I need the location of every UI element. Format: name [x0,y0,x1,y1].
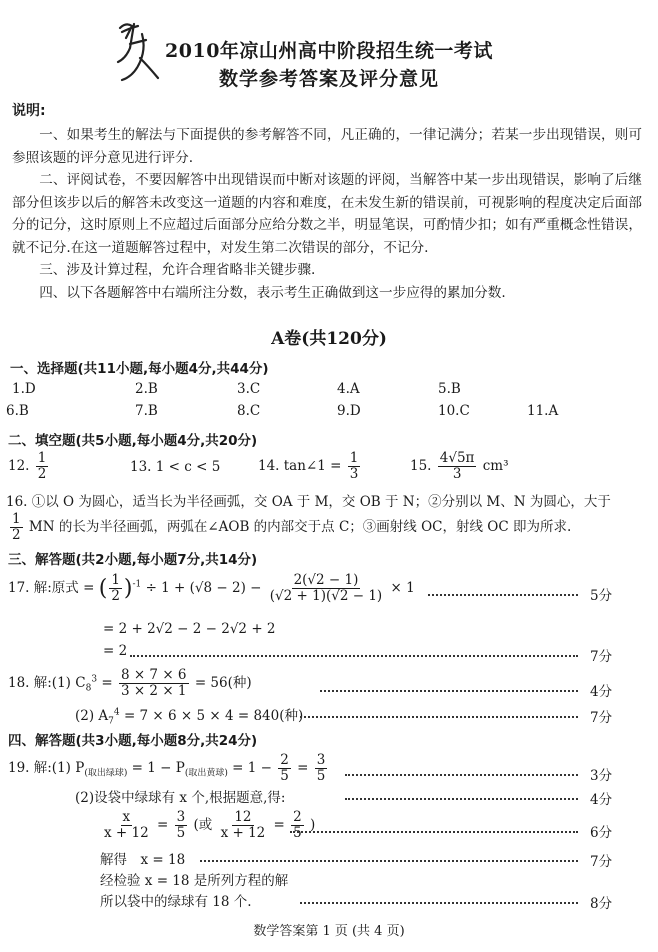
q19-f1-num: 2 [280,752,289,768]
q17-frac-den: (√2 + 1)(√2 − 1) [269,588,383,604]
q19-fraction-2 [315,753,328,784]
q19-eqc-den: x + 12 [220,825,266,841]
q12-answer [8,451,50,482]
q19-eqd-num: 2 [293,809,302,825]
q17-frac-num: 2(√2 − 1) [293,572,359,588]
q19-eqd-den: 5 [293,825,302,841]
q19-score-3: 6分 [590,825,613,841]
dotted-leader [345,774,578,776]
q12-fraction [36,451,49,482]
note-item-3: 三、涉及计算过程，允许合理省略非关键步骤. [39,262,316,278]
q17-right-paren: ) [123,576,133,601]
q16-line1: 16. ①以 O 为圆心，适当长为半径画弧，交 OA 于 M，交 OB 于 N；②分别以 M、N 为圆心，大于 [6,494,611,510]
choice-answer: 4.A [337,381,360,397]
solve1-section-header: 三、解答题(共2小题,每小题7分,共14分) [8,552,258,568]
q19-p1: P [75,760,85,776]
notes-list [12,124,642,304]
page-footer: 数学答案第 1 页 (共 4 页) [253,924,405,939]
dotted-leader [300,716,578,718]
q18-line1 [8,668,252,699]
q17-line3: = 2 [103,643,128,659]
dotted-leader [428,594,578,596]
q19-eq-a [102,810,151,841]
q19-mid: = 1 − P [131,760,185,776]
q14-text: 14. tan∠1 = [258,458,342,474]
q17-half-den: 2 [111,588,120,604]
q17-score-1: 5分 [590,588,613,604]
q17-label: 17. 解:原式 = [8,580,95,596]
choice-answer: 8.C [237,403,261,419]
q19-close: ) [310,817,316,833]
q12-number: 12. [8,458,30,474]
dotted-leader [290,831,578,833]
q19-p1-sub: (取出绿球) [84,768,128,779]
q18-fraction [119,668,189,699]
q19-line2: (2)设袋中绿球有 x 个,根据题意,得: [75,790,286,806]
q19-eqa-num: x [122,809,131,825]
q15-denominator: 3 [452,466,462,482]
note-item-2: 二、评阅试卷，不要因解答中出现错误而中断对该题的评阅，当解答中某一步出现错误，影响了后继部分但该步以后的解答未改变这一道题的内容和难度，在未发生新的错误前，可视影响的程度决定后面部分的记分，这时原则上不应超过后面部分应给分数之半，明显笔误，可酌情少扣；如有严重概念性错误，就不记分.在这一道题解答过程中，对发生第二次错误的部分，不记分. [12,172,642,256]
q12-denominator: 2 [37,466,47,482]
answer-title: 数学参考答案及评分意见 [218,68,439,90]
q18-arrangement: A [98,708,109,724]
q15-answer [410,451,509,482]
q19-eq-sign-2: = [273,817,285,833]
choice-answer: 3.C [237,381,261,397]
q16-denominator: 2 [12,527,21,543]
choice-answer: 2.B [135,381,158,397]
q18-line2 [75,704,303,727]
q14-fraction [348,451,361,482]
q19-label: 19. 解:(1) [8,760,71,776]
q17-left-paren: ( [98,576,108,601]
q17-score-2: 7分 [590,649,613,665]
choice-section-header: 一、选择题(共11小题,每小题4分,共44分) [10,361,269,377]
q17-fraction [268,573,384,604]
q18-result-1: = 56(种) [194,675,252,691]
choice-answer: 10.C [438,403,470,419]
solve2-section-header: 四、解答题(共3小题,每小题8分,共24分) [8,733,258,749]
q19-eq-c [219,810,268,841]
q18-score-1: 4分 [590,684,613,700]
q17-line1 [8,573,415,604]
q19-or: (或 [193,817,213,833]
q19-eq-d [291,810,304,841]
q19-solve: 解得 x = 18 [100,852,186,868]
q19-eqb-num: 3 [176,809,186,825]
q19-check: 经检验 x = 18 是所列方程的解 [100,873,289,889]
q19-fraction-1 [278,753,291,784]
q15-numerator: 4√5π [439,450,475,466]
q15-number: 15. [410,458,432,474]
q19-conclude: 所以袋中的绿球有 18 个. [100,894,252,910]
q17-half [109,573,122,604]
q17-line2: = 2 + 2√2 − 2 − 2√2 + 2 [103,621,276,637]
q18-part2-label: (2) [75,708,95,724]
q19-f1-den: 5 [280,768,289,784]
q19-eq-b [175,810,188,841]
q19-score-2: 4分 [590,792,613,808]
q19-f2-num: 3 [316,752,326,768]
q18-result-2: = 7 × 6 × 5 × 4 = 840(种) [123,708,304,724]
choice-answer: 7.B [135,403,158,419]
choice-answer: 5.B [438,381,461,397]
q18-c-sub: 8 [85,683,92,694]
q17-exponent: -1 [132,579,142,590]
q16-line2-text: MN 的长为半径画弧，两弧在∠AOB 的内部交于点 C；③画射线 OC，射线 OC 即为所求. [28,519,572,535]
q12-numerator: 1 [37,450,47,466]
note-item-1: 一、如果考生的解法与下面提供的参考解答不同，凡正确的，一律记满分；若某一步出现错误，则可参照该题的评分意见进行评分. [12,127,642,166]
dotted-leader [345,798,578,800]
q19-eq-sign: = [156,817,169,833]
q19-equals: = [297,760,309,776]
choice-answer: 11.A [527,403,559,419]
q19-score-1: 3分 [590,768,613,784]
exam-title: 2010年凉山州高中阶段招生统一考试 [165,40,493,62]
q17-half-num: 1 [111,572,120,588]
q14-answer [258,451,362,482]
q17-tail: × 1 [390,580,415,596]
q15-fraction [438,451,477,482]
note-item-4: 四、以下各题解答中右端所注分数，表示考生正确做到这一步应得的累加分数. [39,284,506,301]
dotted-leader [300,902,578,904]
q19-p2-sub: (取出黄球) [184,768,228,779]
notes-label: 说明: [12,103,46,119]
q19-eq: = 1 − [232,760,272,776]
volume-title: A卷(共120分) [271,329,387,349]
q19-f2-den: 5 [316,768,326,784]
q19-score-5: 8分 [590,896,613,912]
q13-answer: 13. 1 < c < 5 [130,459,221,475]
q14-numerator: 1 [349,450,359,466]
q16-numerator: 1 [12,511,21,527]
dotted-leader [130,655,578,657]
q19-eqa-den: x + 12 [104,825,149,841]
q18-frac-num: 8 × 7 × 6 [120,667,187,683]
q18-a-sub: 7 [108,716,114,727]
q18-label: 18. 解:(1) [8,675,71,691]
q16-fraction [10,512,23,543]
q15-unit: cm³ [482,458,509,474]
q19-eqc-num: 12 [234,809,252,825]
dotted-leader [200,860,578,862]
q18-score-2: 7分 [590,710,613,726]
choice-answer: 9.D [337,403,361,419]
q18-a-sup: 4 [113,707,120,718]
q19-equation [100,810,315,841]
q18-c-sup: 3 [91,674,98,685]
dotted-leader [320,690,578,692]
q18-equals: = [101,675,113,691]
q16-line2 [8,512,571,543]
q17-middle: ÷ 1 + (√8 − 2) − [145,580,262,596]
q19-line1 [8,753,329,784]
choice-answer: 1.D [12,381,36,397]
fill-section-header: 二、填空题(共5小题,每小题4分,共20分) [8,433,258,449]
q18-combination: C [75,675,86,691]
q19-score-4: 7分 [590,854,613,870]
q19-eqb-den: 5 [176,825,186,841]
choice-answer: 6.B [6,403,29,419]
q18-frac-den: 3 × 2 × 1 [120,683,187,699]
q14-denominator: 3 [349,466,359,482]
